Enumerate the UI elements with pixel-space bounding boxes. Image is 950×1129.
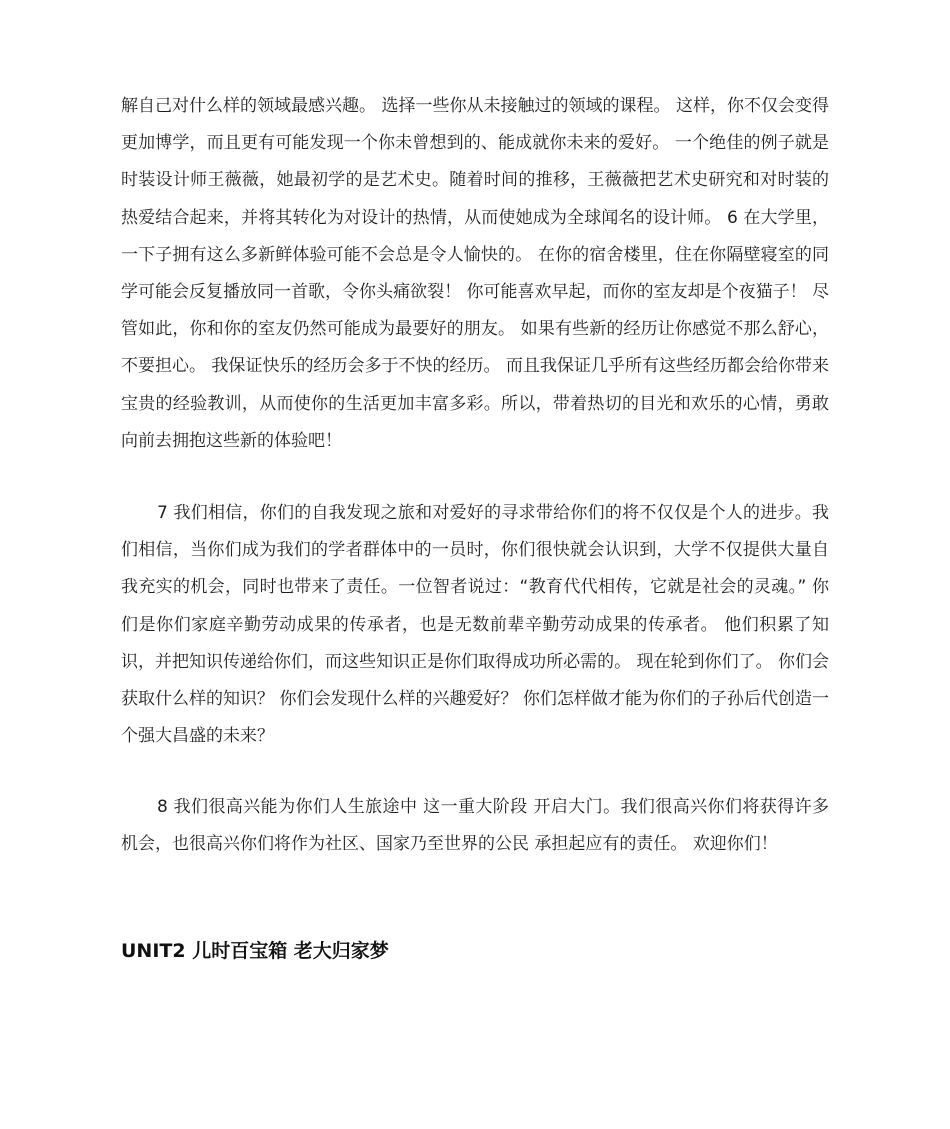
paragraph-7: 7 我们相信，你们的自我发现之旅和对爱好的寻求带给你们的将不仅仅是个人的进步。我们相信，当你们成为我们的学者群体中的一员时，你们很快就会认识到，大学不仅提供大量自我充实的机会，同时也带来了责任。一位智者说过：“教育代代相传，它就是社会的灵魂。” 你们是你们家庭辛勤劳动成果的传承者，也是无数前辈辛勤劳动成果的传承者。 他们积累了知识，并把知识传递给你们，而这些知识正是你们取得成功所必需的。 现在轮到你们了。 你们会获取什么样的知识？ 你们会发现什么样的兴趣爱好？ 你们怎样做才能为你们的子孙后代创造一个强大昌盛的未来？ [121, 503, 829, 747]
unit-heading: UNIT2 儿时百宝箱 老大归家梦 [121, 940, 389, 962]
paragraph-8: 8 我们很高兴能为你们人生旅途中 这一重大阶段 开启大门。我们很高兴你们将获得许多机会，也很高兴你们将作为社区、国家乃至世界的公民 承担起应有的责任。 欢迎你们！ [121, 797, 829, 855]
paragraph-6-continuation: 解自己对什么样的领域最感兴趣。 选择一些你从未接触过的领域的课程。 这样，你不仅会变得更加博学，而且更有可能发现一个你未曾想到的、能成就你未来的爱好。 一个绝佳的例子就是时装设计师王薇薇，她最初学的是艺术史。随着时间的推移，王薇薇把艺术史研究和对时装的热爱结合起来，并将其转化为对设计的热情，从而使她成为全球闻名的设计师。 6 在大学里，一下子拥有这么多新鲜体验可能不会总是令人愉快的。 在你的宿舍楼里，住在你隔壁寝室的同学可能会反复播放同一首歌，令你头痛欲裂！ 你可能喜欢早起，而你的室友却是个夜猫子！ 尽管如此，你和你的室友仍然可能成为最要好的朋友。 如果有些新的经历让你感觉不那么舒心，不要担心。 我保证快乐的经历会多于不快的经历。 而且我保证几乎所有这些经历都会给你带来宝贵的经验教训，从而使你的生活更加丰富多彩。所以，带着热切的目光和欢乐的心情，勇敢向前去拥抱这些新的体验吧！ [121, 96, 829, 451]
